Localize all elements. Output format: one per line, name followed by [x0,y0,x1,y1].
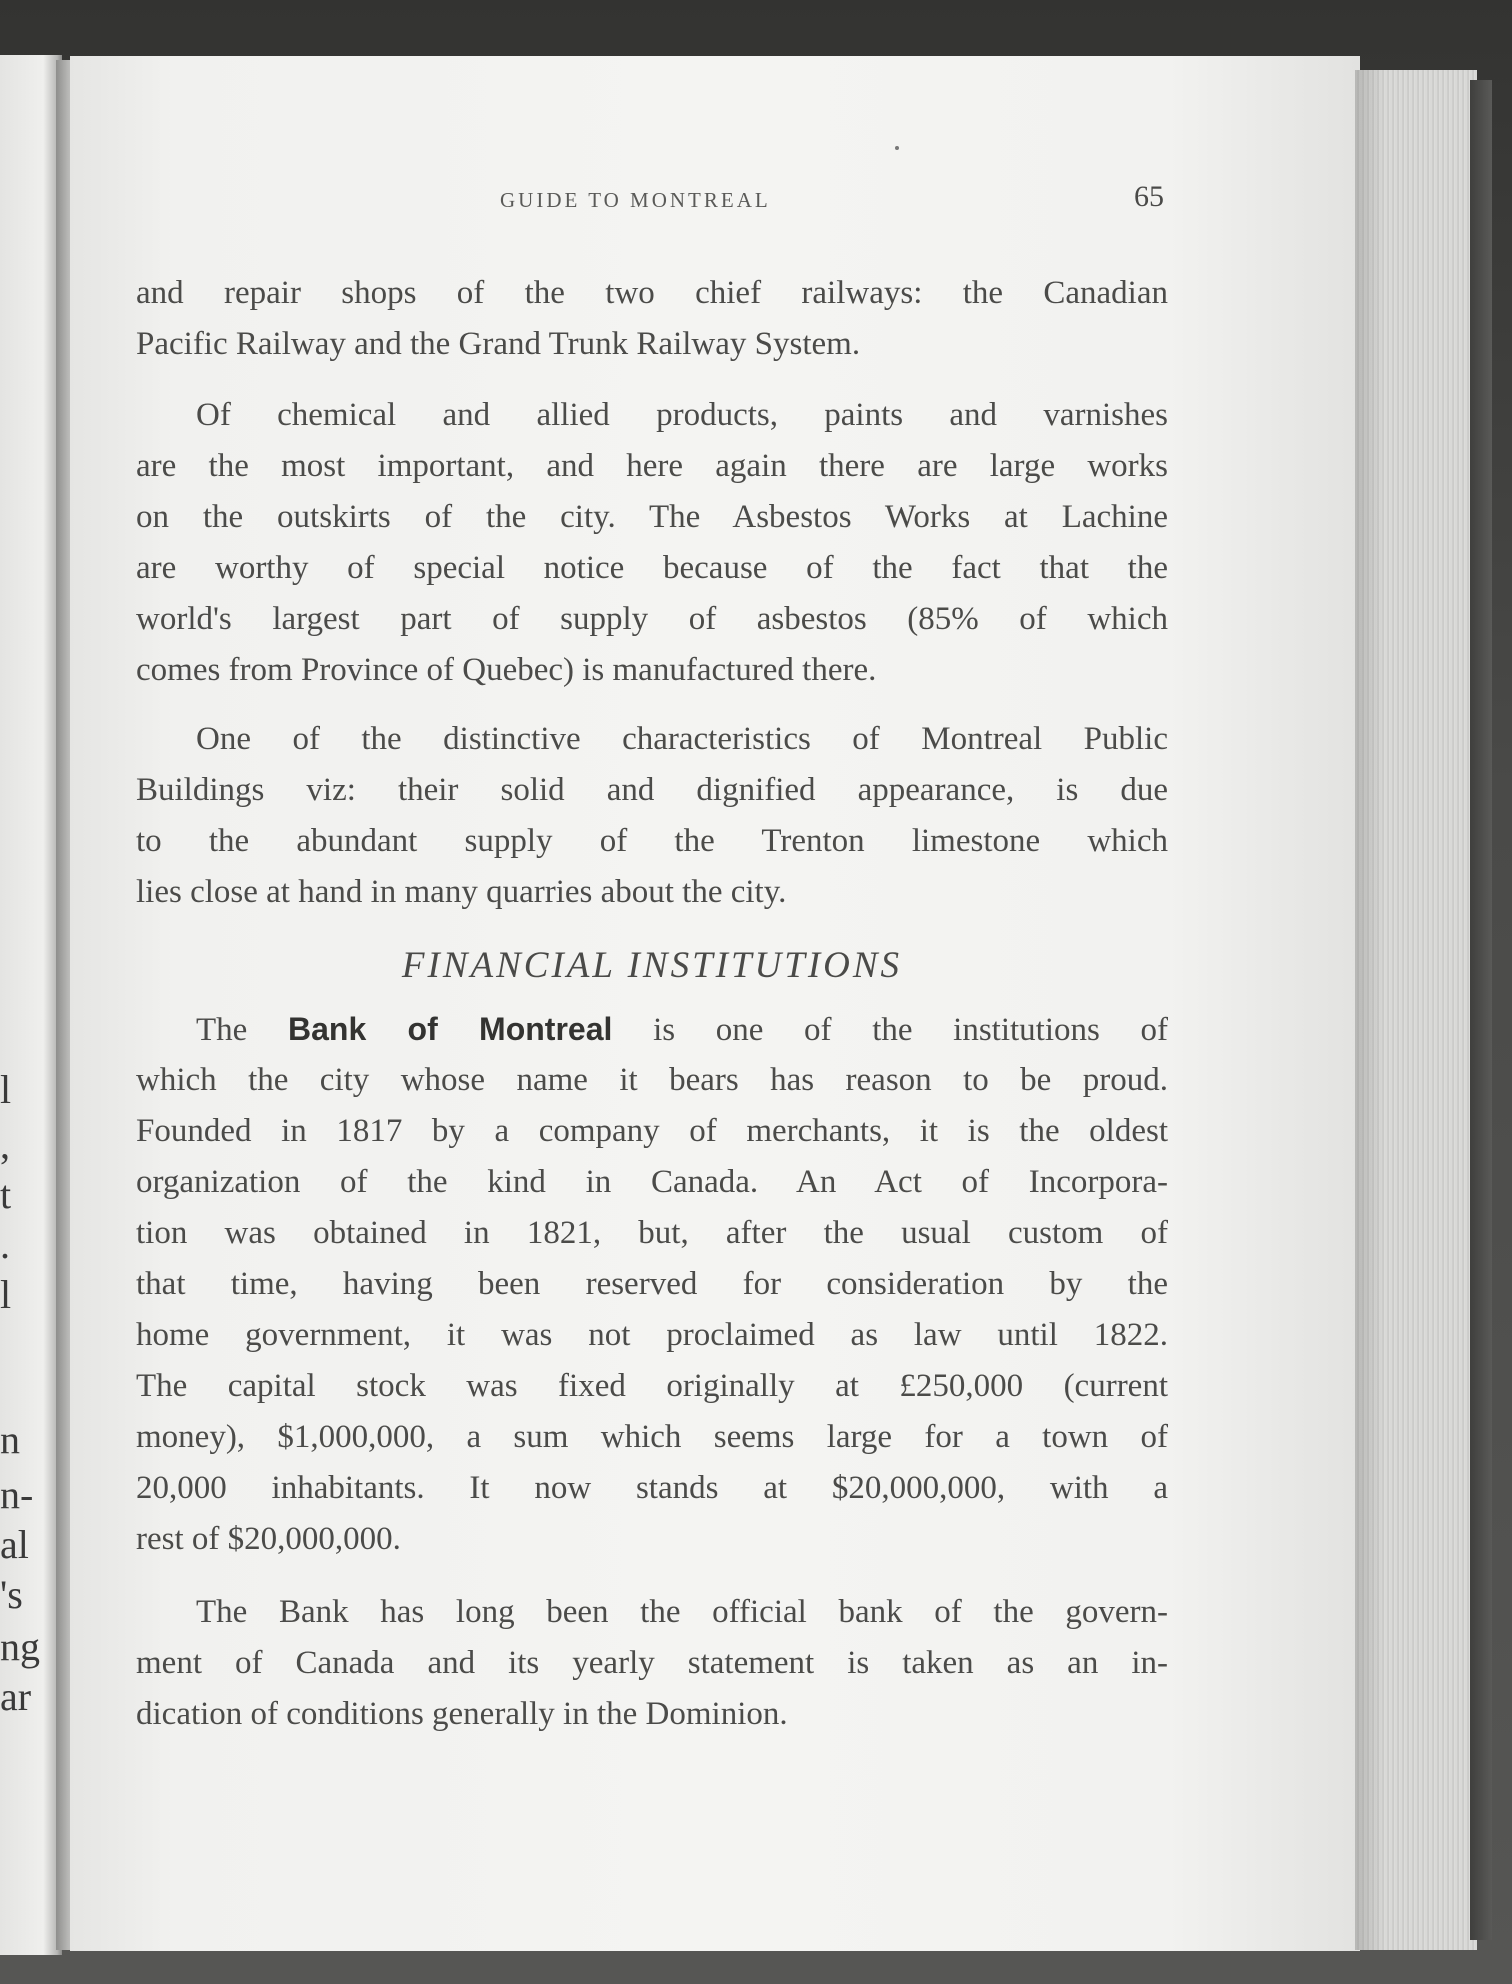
text-line: to the abundant supply of the Trenton limestone which [136,823,1168,859]
text-line: Founded in 1817 by a company of merchants, it is the oldest [136,1113,1168,1149]
text-line: The Bank has long been the official bank of the govern- [196,1594,1168,1630]
text-line-first [136,1004,1168,1055]
page-number: 65 [1134,180,1164,213]
paragraph-bank-of-montreal [136,1004,1168,1565]
text-line: ment of Canada and its yearly statement is taken as an in- [136,1645,1168,1681]
text-line: are the most important, and here again there are large works [136,448,1168,484]
left-page-fragment: 's [0,1572,23,1617]
text-line: One of the distinctive characteristics of Montreal Public [196,721,1168,757]
left-page-fragment: n- [0,1472,34,1517]
book-cover-edge [1470,80,1492,1940]
text-line: on the outskirts of the city. The Asbestos Works at Lachine [136,499,1168,535]
page-stack-edges [1355,70,1477,1950]
left-page-fragment: n [0,1417,20,1462]
bank-name: Bank of Montreal [287,1011,613,1047]
paragraph-chemical-products [136,390,1168,696]
section-heading: FINANCIAL INSTITUTIONS [401,945,903,986]
left-page-fragment: . [0,1222,10,1267]
page-edge-shadow [1355,70,1385,1950]
text-line: money), $1,000,000, a sum which seems large for a town of [136,1419,1168,1455]
text-line: tion was obtained in 1821, but, after the usual custom of [136,1215,1168,1251]
left-page-fragment: al [0,1522,29,1567]
dust-speck [895,146,899,150]
text-line: are worthy of special notice because of the fact that the [136,550,1168,586]
text-line: that time, having been reserved for consideration by the [136,1266,1168,1302]
text-line: The capital stock was fixed originally at £250,000 (current [136,1368,1168,1404]
text-line: and repair shops of the two chief railways: the Canadian [136,275,1168,311]
running-head: GUIDE TO MONTREAL [500,188,771,212]
previous-page-edge [0,55,62,1955]
left-page-fragment: ng [0,1624,40,1669]
text-span: The [196,1012,248,1048]
text-line: home government, it was not proclaimed as law until 1822. [136,1317,1168,1353]
text-line: organization of the kind in Canada. An Act of Incorpora- [136,1164,1168,1200]
text-line: Buildings viz: their solid and dignified appearance, is due [136,772,1168,808]
text-line: Of chemical and allied products, paints and varnishes [196,397,1168,433]
text-line: lies close at hand in many quarries about the city. [136,874,787,910]
left-page-fragment: , [0,1122,10,1167]
text-line: dication of conditions generally in the Dominion. [136,1696,788,1732]
paragraph-official-bank [136,1587,1168,1740]
left-page-fragment: ar [0,1674,32,1719]
paragraph-railways [136,268,1168,370]
text-line: 20,000 inhabitants. It now stands at $20,000,000, with a [136,1470,1168,1506]
text-line: Pacific Railway and the Grand Trunk Railway System. [136,326,861,362]
left-page-fragment: l [0,1067,12,1112]
left-page-fragment: l [0,1272,12,1317]
left-page-fragment: t [0,1172,12,1217]
text-line: rest of $20,000,000. [136,1521,401,1557]
paragraph-public-buildings [136,714,1168,918]
text-line: world's largest part of supply of asbestos (85% of which [136,601,1168,637]
text-line: which the city whose name it bears has reason to be proud. [136,1062,1168,1098]
text-span: is one of the institutions of [653,1012,1169,1048]
text-line: comes from Province of Quebec) is manufactured there. [136,652,877,688]
